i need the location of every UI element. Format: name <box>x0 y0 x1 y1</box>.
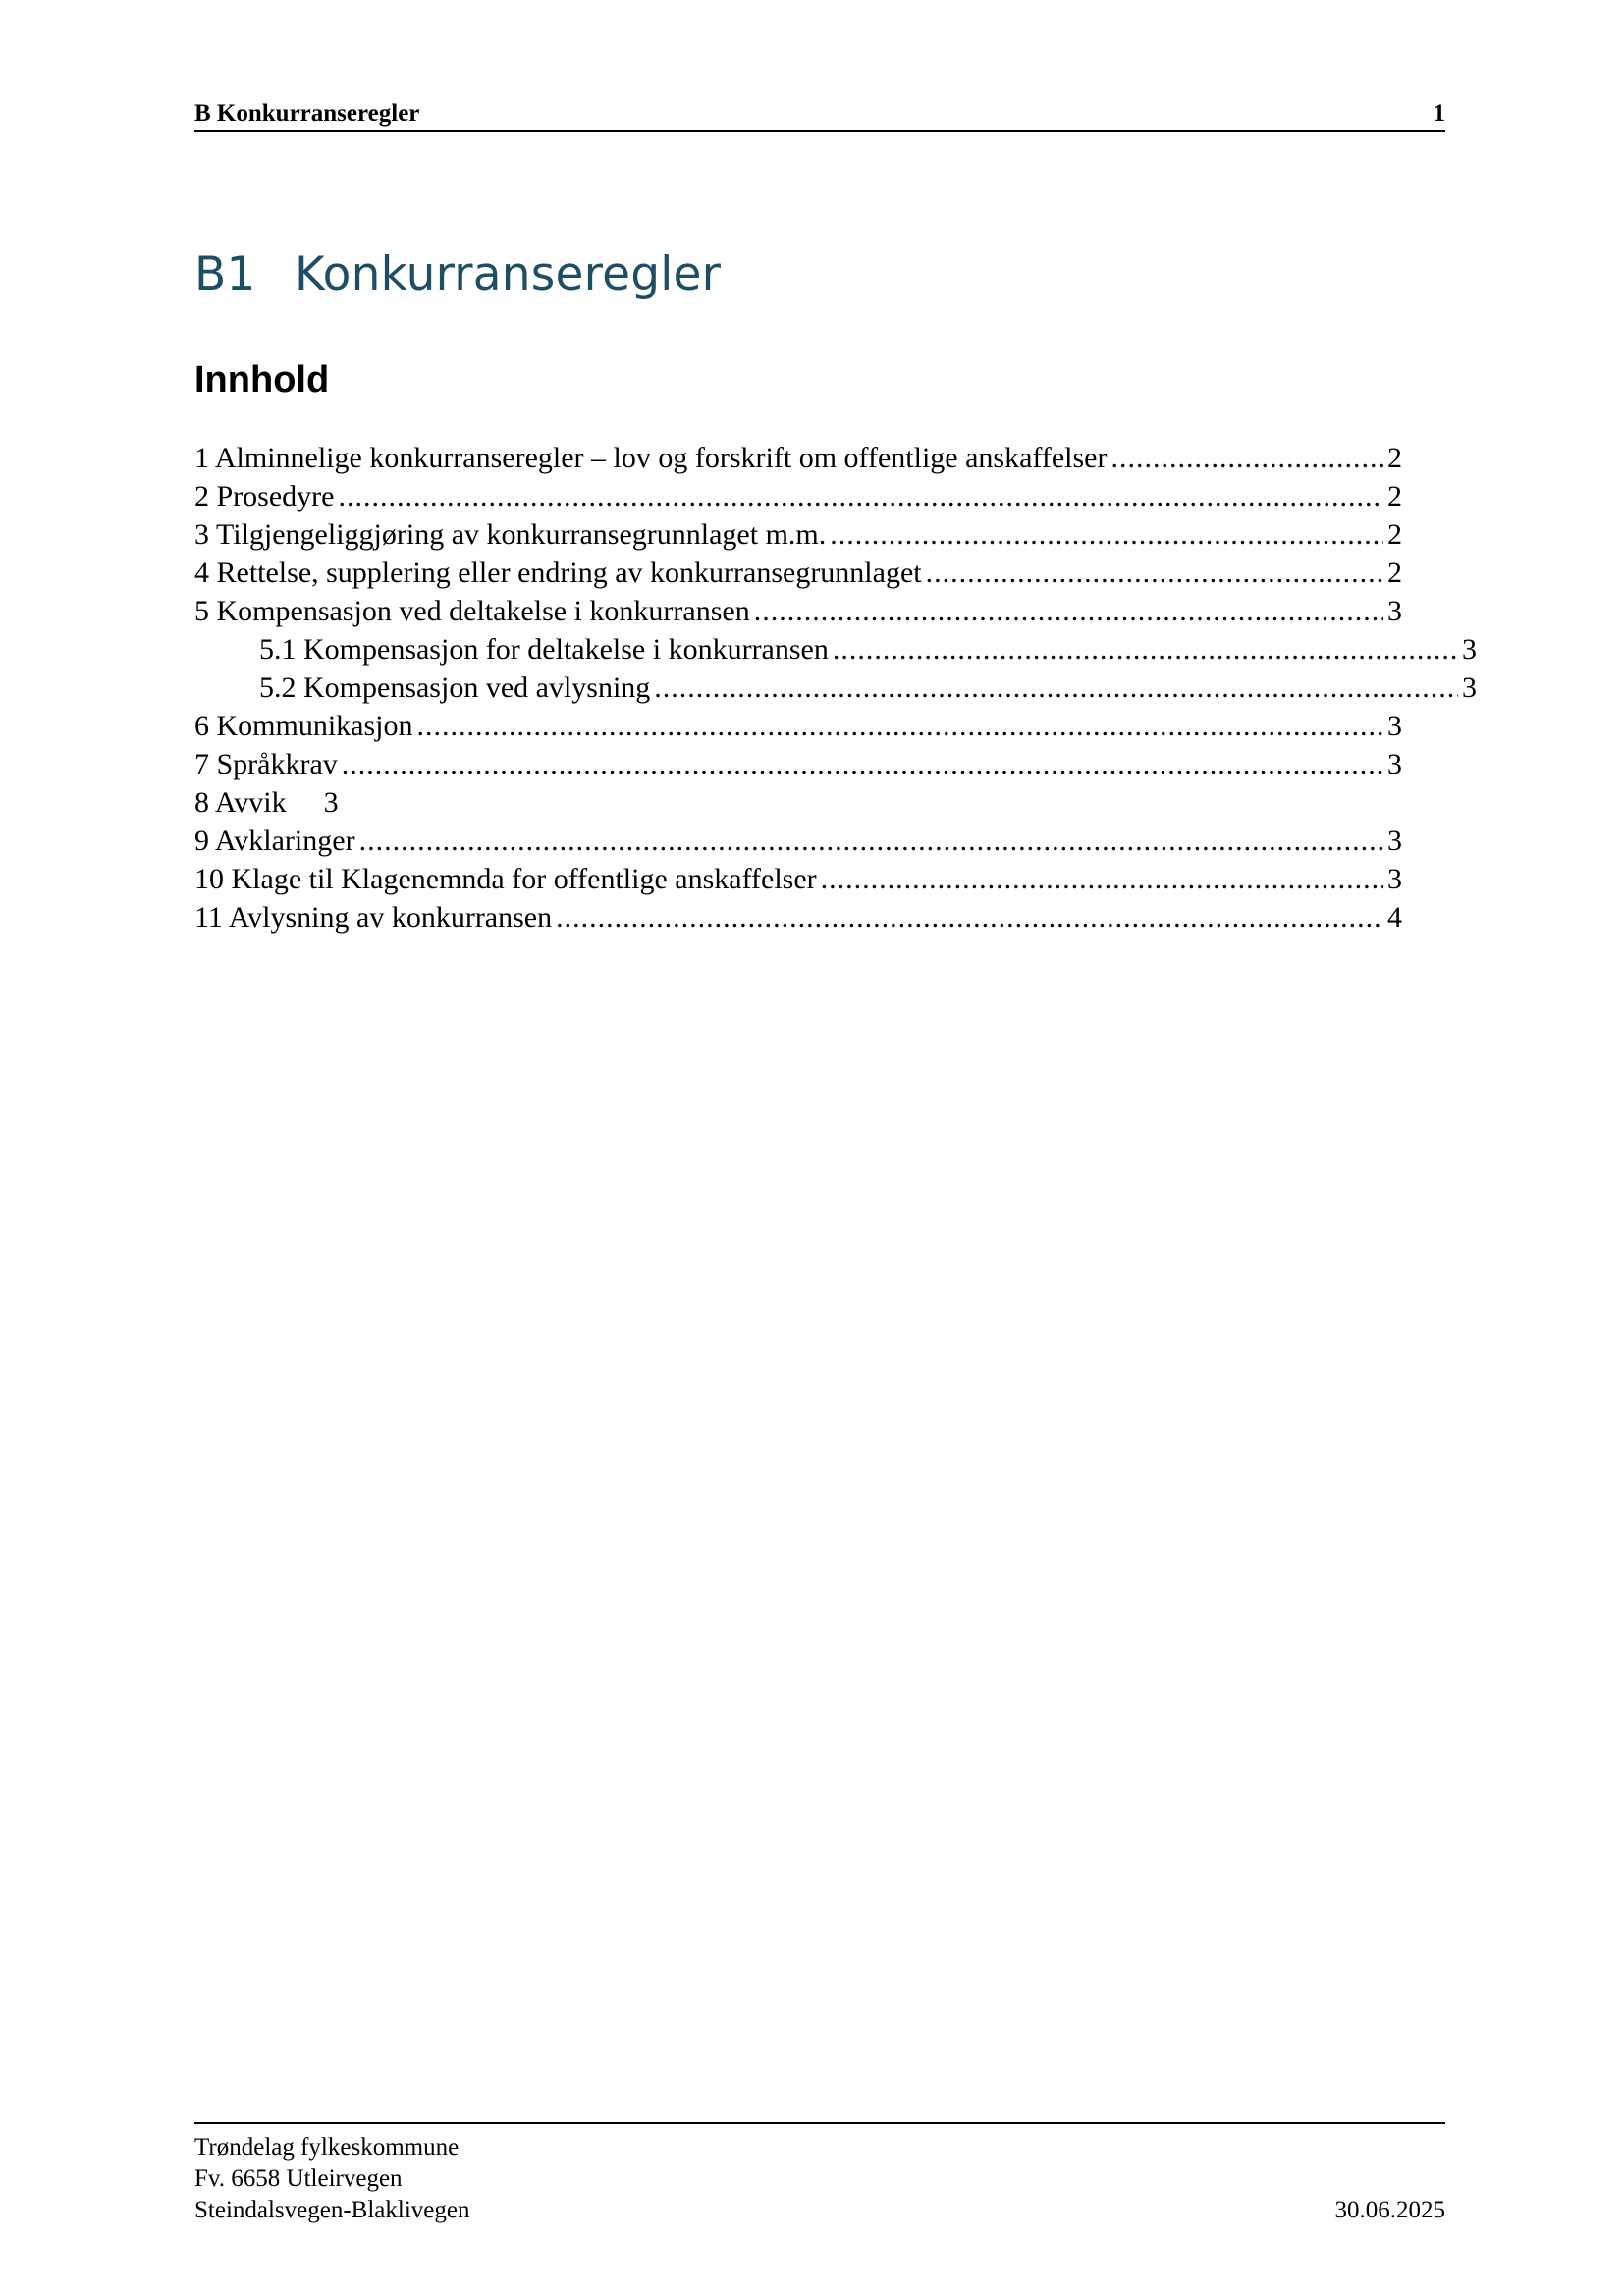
toc-entry-text: 11 Avlysning av konkurransen <box>194 901 553 934</box>
toc-entry-text: 6 Kommunikasjon <box>194 710 413 742</box>
toc-entry-page: 2 <box>1387 518 1402 551</box>
toc-entry-page: 3 <box>1387 863 1402 895</box>
toc-entry-page: 3 <box>1387 748 1402 780</box>
toc-entry[interactable] <box>194 783 1402 822</box>
toc-subentry[interactable] <box>194 668 1477 707</box>
table-of-contents <box>194 439 1477 936</box>
toc-entry-page: 2 <box>1387 442 1402 474</box>
toc-entry-page: 4 <box>1387 901 1402 934</box>
toc-heading: Innhold <box>194 359 330 400</box>
toc-entry-page: 3 <box>1387 710 1402 742</box>
toc-entry-page: 3 <box>1387 595 1402 627</box>
toc-entry-text: 5.2 Kompensasjon ved avlysning <box>259 671 651 704</box>
toc-entry-text: 3 Tilgjengeliggjøring av konkurransegrunnlaget m.m. <box>194 518 827 551</box>
footer-address-block <box>194 2132 469 2226</box>
toc-entry[interactable] <box>194 554 1402 592</box>
toc-entry-text: 4 Rettelse, supplering eller endring av konkurransegrunnlaget <box>194 557 922 589</box>
toc-entry-page: 3 <box>1462 671 1477 704</box>
toc-entry-page: 3 <box>1462 633 1477 666</box>
footer-date: 30.06.2025 <box>1334 2197 1445 2223</box>
toc-entry[interactable] <box>194 707 1402 745</box>
toc-entry-text: 2 Prosedyre <box>194 480 335 512</box>
document-title-number: B1 <box>194 247 256 301</box>
toc-entry-text: 10 Klage til Klagenemnda for offentlige anskaffelser <box>194 863 817 895</box>
toc-entry[interactable] <box>194 515 1402 554</box>
toc-entry[interactable] <box>194 439 1402 477</box>
toc-entry-text: 7 Språkkrav <box>194 748 338 780</box>
toc-entry[interactable] <box>194 745 1402 783</box>
page-footer <box>194 2122 1445 2226</box>
toc-entry[interactable] <box>194 898 1402 936</box>
toc-leader-dots <box>338 477 1383 515</box>
toc-leader-dots <box>833 630 1458 668</box>
toc-entry[interactable] <box>194 822 1402 860</box>
toc-leader-dots <box>342 745 1383 783</box>
toc-leader-dots <box>359 822 1383 860</box>
toc-leader-dots <box>1110 439 1383 477</box>
toc-entry-page: 2 <box>1387 557 1402 589</box>
toc-entry[interactable] <box>194 477 1402 515</box>
toc-entry-text: 9 Avklaringer <box>194 825 355 857</box>
toc-entry-page: 3 <box>323 786 339 819</box>
toc-entry-text: 5 Kompensasjon ved deltakelse i konkurransen <box>194 595 750 627</box>
toc-entry[interactable] <box>194 860 1402 898</box>
toc-leader-dots <box>556 898 1383 936</box>
toc-entry[interactable] <box>194 592 1402 630</box>
footer-organization: Trøndelag fylkeskommune <box>194 2134 460 2161</box>
toc-entry-text: 8 Avvik <box>194 786 287 819</box>
toc-entry-page: 2 <box>1387 480 1402 512</box>
toc-leader-dots <box>821 860 1383 898</box>
toc-subentry[interactable] <box>194 630 1477 668</box>
footer-project: Steindalsvegen-Blaklivegen <box>194 2197 470 2223</box>
toc-leader-dots <box>926 554 1383 592</box>
toc-leader-dots <box>830 515 1383 554</box>
toc-leader-dots <box>417 707 1384 745</box>
page-header <box>194 98 1445 132</box>
toc-entry-text: 5.1 Kompensasjon for deltakelse i konkurransen <box>259 633 829 666</box>
header-page-number: 1 <box>1433 100 1445 127</box>
document-title <box>194 247 721 301</box>
toc-leader-dots <box>754 592 1383 630</box>
header-section-title: B Konkurranseregler <box>194 100 420 127</box>
toc-entry-page: 3 <box>1387 825 1402 857</box>
toc-entry-text: 1 Alminnelige konkurranseregler – lov og forskrift om offentlige anskaffelser <box>194 442 1108 474</box>
toc-leader-dots <box>654 668 1458 707</box>
document-title-text: Konkurranseregler <box>295 247 722 301</box>
footer-road: Fv. 6658 Utleirvegen <box>194 2165 403 2192</box>
